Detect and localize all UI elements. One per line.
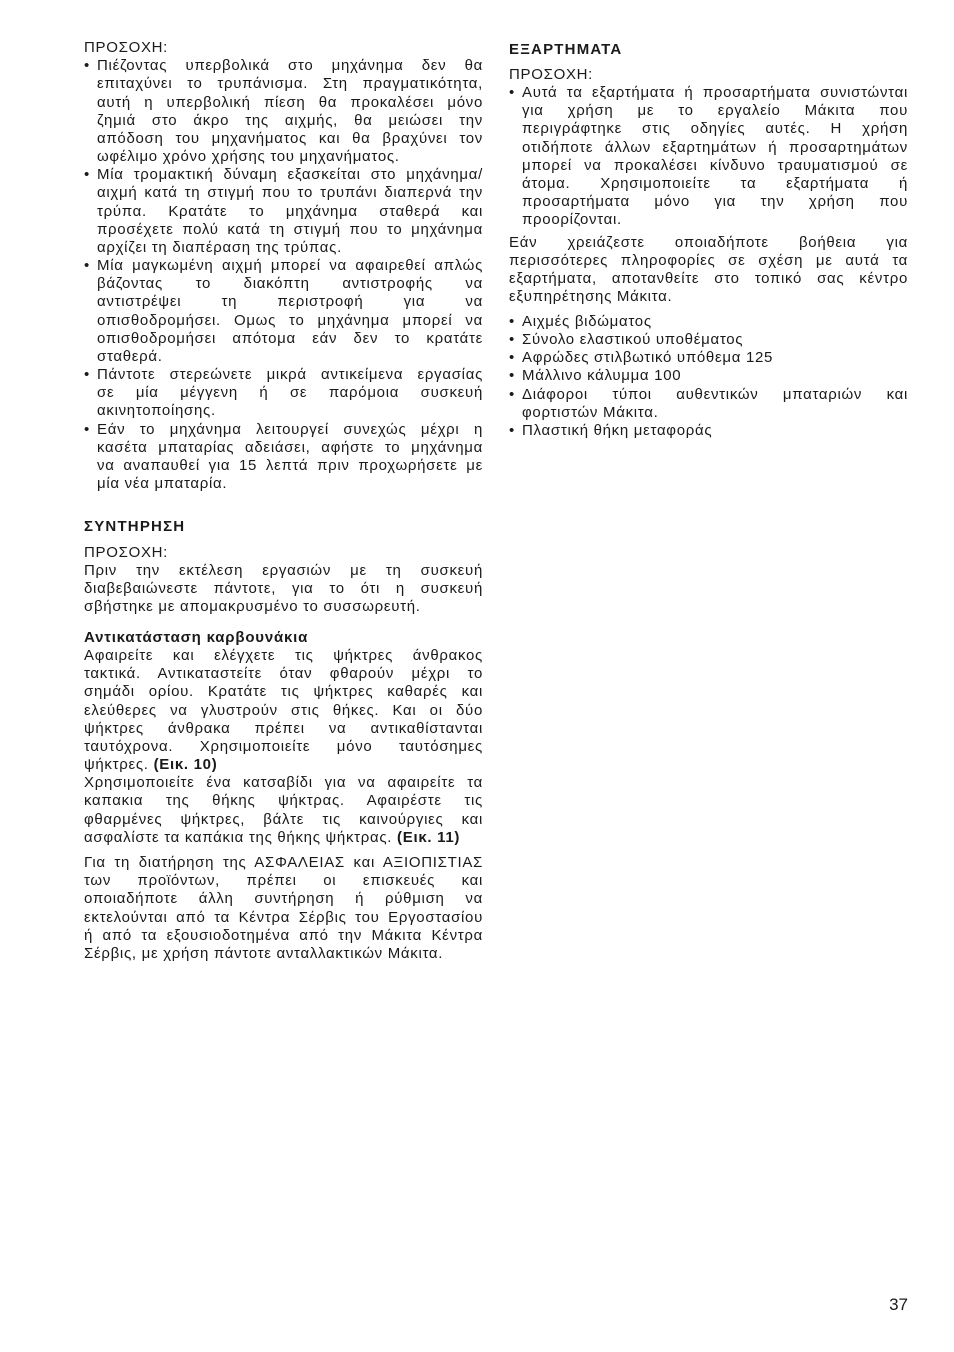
text-line: ωφέλιμο χρόνο χρήσης του μηχανήματος. [97, 148, 400, 166]
left-column [84, 39, 483, 963]
text-line: περισσότερες πληροφορίες σε σχέση με αυτά τα [509, 252, 908, 270]
text-line: ζημιά στο άκρο της αιχμής, θα μειώσει την [97, 111, 483, 129]
bullet-marker: • [509, 84, 515, 102]
text-line: αιχμή κατά τη στιγμή που το τρυπάνι διαπερνά την [97, 184, 483, 202]
text-line: Αφαιρείτε και ελέγχετε τις ψήκτρες άνθρακος [84, 647, 483, 665]
text-line: μπορεί να προκαλέσει κίνδυνο τραυματισμού σε [522, 156, 908, 174]
service-paragraph [84, 854, 483, 963]
text-fragment: ασφαλίστε τα καπάκια της θήκης ψήκτρας. [84, 828, 393, 846]
accessories-list [509, 313, 908, 440]
list-item [509, 331, 908, 349]
text-line: σημάδι ορίου. Κρατάτε τις ψήκτρες καθαρές και [84, 683, 483, 701]
text-line: Πριν την εκτέλεση εργασιών με τη συσκευή [84, 562, 483, 580]
text-line: ακινητοποίησης. [97, 402, 216, 420]
accessories-caution-bullet [509, 84, 908, 229]
text-line: να αναπαυθεί για 15 λεπτά πριν προχωρήσετε με [97, 456, 483, 474]
bullet-marker: • [509, 385, 515, 403]
text-line: Αφρώδες στιλβωτικό υπόθεμα 125 [522, 349, 774, 367]
text-line: τακτικά. Αντικαταστείτε όταν φθαρούν μέχρι το [84, 665, 483, 683]
list-item [509, 367, 908, 385]
figure-reference: (Εικ. 10) [153, 756, 218, 774]
list-item-text [522, 313, 908, 331]
list-item [509, 313, 908, 331]
text-line [84, 756, 483, 774]
bullet-text [97, 57, 483, 166]
bullet-marker: • [84, 166, 90, 184]
text-line: Πιέζοντας υπερβολικά στο μηχάνημα δεν θα [97, 57, 483, 75]
caution-bullet-4 [84, 366, 483, 421]
bullet-text [97, 257, 483, 366]
text-line: βάζοντας το διακόπτη αντιστροφής να [97, 275, 483, 293]
text-line: μία νέα μπαταρία. [97, 475, 228, 493]
caution-label: ΠΡΟΣΟΧΗ: [84, 39, 169, 56]
text-line: αντιστρέψει τη περιστροφή για να [97, 293, 483, 311]
bullet-marker: • [509, 312, 515, 330]
bullet-marker: • [509, 349, 515, 367]
caution-bullet-3 [84, 257, 483, 366]
bullet-marker: • [509, 421, 515, 439]
text-line: Μάλλινο κάλυμμα 100 [522, 367, 682, 385]
list-item [509, 349, 908, 367]
text-line: προσέχετε πολύ κατά τη στιγμή που το μηχάνημα [97, 220, 483, 238]
text-line: φορτιστών Μάκιτα. [522, 403, 659, 421]
caution-label: ΠΡΟΣΟΧΗ: [84, 543, 169, 561]
list-item-text [522, 367, 908, 385]
list-item [509, 386, 908, 422]
text-line: των προϊόντων, πρέπει οι επισκευές και [84, 872, 483, 890]
text-line: Αυτά τα εξαρτήματα ή προσαρτήματα συνιστώνται [522, 84, 908, 102]
text-line: οτιδήποτε άλλων εξαρτημάτων ή προσαρτημάτων [522, 138, 908, 156]
bullet-text [97, 166, 483, 257]
bullet-marker: • [84, 366, 90, 384]
section-heading-maintenance: ΣΥΝΤΗΡΗΣΗ [84, 517, 186, 535]
text-line: καπακια της θήκης ψήκτρας. Αφαιρέστε τις [84, 792, 483, 810]
text-line: Μία τρομακτική δύναμη εξασκείται στο μηχάνημα/ [97, 166, 483, 184]
brush-paragraph-1 [84, 647, 483, 774]
bullet-text [97, 421, 483, 494]
list-item-text [522, 422, 908, 440]
text-line: Μία μαγκωμένη αιχμή μπορεί να αφαιρεθεί απλώς [97, 257, 483, 275]
text-line: ελεύθερες να γλυστρούν στις θήκες. Και οι δύο [84, 701, 483, 719]
text-line: εκτελούνται από τα Κέντρα Σέρβις του Εργοστασίου [84, 908, 483, 926]
text-line: αυτή η υπερβολική πίεση θα προκαλέσει μόνο [97, 93, 483, 111]
help-paragraph [509, 234, 908, 307]
figure-reference: (Εικ. 11) [397, 828, 461, 846]
maintenance-caution-paragraph [84, 562, 483, 617]
bullet-text [522, 84, 908, 229]
text-line: άτομα. Χρησιμοποιείτε τα εξαρτήματα ή [522, 175, 908, 192]
bullet-text [97, 366, 483, 421]
text-line: προορίζονται. [522, 211, 622, 229]
text-line: Εάν χρειάζεστε οποιαδήποτε βοήθεια για [509, 233, 908, 251]
text-line: Πάντοτε στερεώνετε μικρά αντικείμενα εργασίας [97, 366, 483, 384]
text-line: περιγράφτηκε στις οδηγίες αυτές. Η χρήση [522, 120, 908, 138]
caution-bullet-5 [84, 421, 483, 494]
text-line: επιταχύνει το τρυπάνισμα. Στη πραγματικότητα, [97, 75, 483, 93]
text-line: εξαρτήματα, αποτανθείτε στο τοπικό σας κέντρο [509, 270, 908, 288]
text-line: απόδοση του μηχανήματος και θα βραχύνει τον [97, 129, 483, 147]
caution-label: ΠΡΟΣΟΧΗ: [509, 65, 594, 83]
subheading-brush-replacement: Αντικατάσταση καρβουνάκια [84, 628, 309, 646]
text-line: Για τη διατήρηση της ΑΣΦΑΛΕΙΑΣ και ΑΞΙΟΠΙΣΤΙΑΣ [84, 854, 483, 871]
caution-bullet-2 [84, 166, 483, 257]
page-number: 37 [889, 1295, 908, 1314]
bullet-marker: • [84, 257, 90, 275]
text-line: φθαρμένες ψήκτρες, βάλτε τις καινούργιες και [84, 810, 483, 828]
right-column [509, 41, 908, 440]
text-line: ταυτόχρονα. Χρησιμοποιείτε μόνο ταυτόσημες [84, 737, 483, 755]
text-line: Αιχμές βιδώματος [522, 312, 652, 330]
bullet-marker: • [84, 420, 90, 438]
text-line: Εάν το μηχάνημα λειτουργεί συνεχώς μέχρι η [97, 420, 483, 438]
list-item-text [522, 349, 908, 367]
list-item-text [522, 386, 908, 422]
text-line [84, 829, 483, 847]
text-line: αρχίζει τη διαπέραση της τρύπας. [97, 238, 342, 256]
bullet-marker: • [84, 57, 90, 75]
text-line: τρύπα. Κρατάτε το μηχάνημα σταθερά και [97, 202, 483, 220]
text-line: σε μία μέγγενη ή σε παρόμοια συσκευή [97, 384, 483, 402]
bullet-marker: • [509, 331, 515, 349]
text-line: κασέτα μπαταρίας αδειάσει, αφήστε το μηχάνημα [97, 438, 483, 456]
text-line: ή από τα εξουσιοδοτημένα από την Μάκιτα Κέντρα [84, 926, 483, 944]
text-line: σβήστηκε με απομακρυσμένο το συσσωρευτή. [84, 598, 421, 616]
text-line: προσαρτήματα μόνο για την χρήση που [522, 193, 908, 211]
brush-paragraph-2 [84, 774, 483, 847]
bullet-marker: • [509, 367, 515, 385]
text-line: ψήκτρες άνθρακα πρέπει να αντικαθίστανται [84, 719, 483, 737]
text-line: εξυπηρέτησης Μάκιτα. [509, 288, 673, 306]
text-line: Διάφοροι τύποι αυθεντικών μπαταριών και [522, 385, 908, 403]
text-line: Πλαστική θήκη μεταφοράς [522, 421, 713, 439]
text-line: οπισθοδρομήσει απότομα εάν δεν το κρατάτε [97, 329, 483, 347]
text-line: οπισθοδρομήσει. Ομως το μηχάνημα μπορεί να [97, 311, 483, 329]
text-line: για χρήση με το εργαλείο Μάκιτα που [522, 102, 908, 120]
section-heading-accessories: ΕΞΑΡΤΗΜΑΤΑ [509, 41, 623, 58]
text-line: Σύνολο ελαστικού υποθέματος [522, 331, 744, 349]
text-line: διαβεβαιώνεστε πάντοτε, για το ότι η συσκευή [84, 580, 483, 598]
text-fragment: ψήκτρες. [84, 756, 149, 774]
text-line: Χρησιμοποιείτε ένα κατσαβίδι για να αφαιρείτε τα [84, 774, 483, 792]
caution-bullet-1 [84, 57, 483, 166]
list-item [509, 422, 908, 440]
text-line: σταθερά. [97, 347, 163, 365]
list-item-text [522, 331, 908, 349]
text-line: Σέρβις, με χρήση πάντοτε ανταλλακτικών Μάκιτα. [84, 944, 444, 962]
text-line: οποιαδήποτε άλλη συντήρηση ή ρύθμιση να [84, 890, 483, 908]
